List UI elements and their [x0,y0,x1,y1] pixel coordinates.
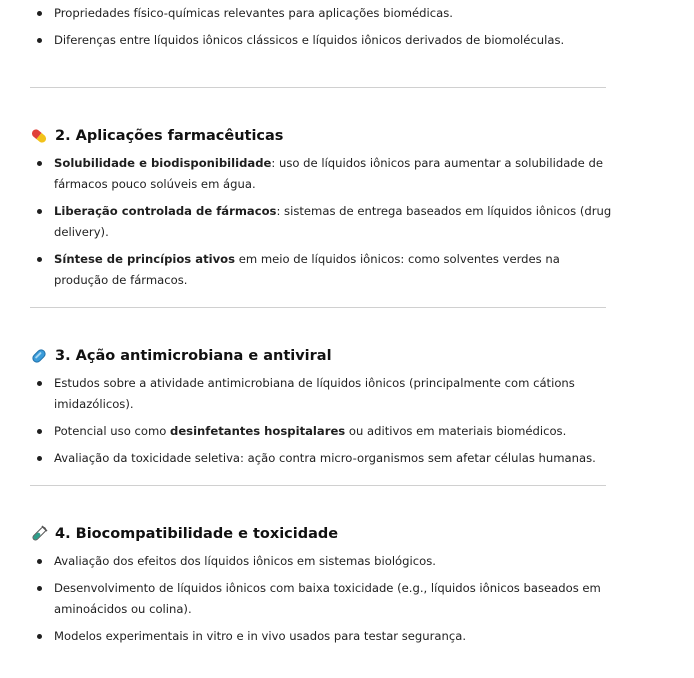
test-tube-icon [30,525,48,543]
section-pharma [0,126,694,297]
section-divider [30,87,606,88]
pill-icon [30,127,48,145]
list-item: Modelos experimentais in vitro e in vivo usados para testar segurança. [0,626,694,647]
pharma-list [0,153,694,291]
list-item: Propriedades físico-químicas relevantes para aplicações biomédicas. [0,3,694,24]
list-item: Síntese de princípios ativos em meio de líquidos iônicos: como solventes verdes na produção de fármacos. [0,249,694,291]
list-item: Diferenças entre líquidos iônicos clássicos e líquidos iônicos derivados de biomoléculas. [0,30,694,51]
section-divider [30,307,606,308]
section-heading [0,126,694,146]
section-biocompatibility [0,524,694,653]
list-item: Liberação controlada de fármacos: sistemas de entrega baseados em líquidos iônicos (drug delivery). [0,201,694,243]
list-item: Solubilidade e biodisponibilidade: uso de líquidos iônicos para aumentar a solubilidade de fármacos pouco solúveis em água. [0,153,694,195]
section-title: 2. Aplicações farmacêuticas [55,128,284,144]
intro-section [0,3,694,57]
intro-list [0,3,694,51]
list-item: Avaliação da toxicidade seletiva: ação contra micro-organismos sem afetar células humanas. [0,448,694,469]
section-heading [0,346,694,366]
list-item: Desenvolvimento de líquidos iônicos com baixa toxicidade (e.g., líquidos iônicos baseados em aminoácidos ou colina). [0,578,694,620]
section-heading [0,524,694,544]
list-item: Potencial uso como desinfetantes hospitalares ou aditivos em materiais biomédicos. [0,421,694,442]
section-antimicrobial [0,346,694,475]
section-title: 3. Ação antimicrobiana e antiviral [55,348,332,364]
section-title: 4. Biocompatibilidade e toxicidade [55,526,339,542]
section-divider [30,485,606,486]
list-item: Estudos sobre a atividade antimicrobiana de líquidos iônicos (principalmente com cátions imidazólicos). [0,373,694,415]
antimicrobial-list [0,373,694,469]
microbe-icon [30,347,48,365]
biocompatibility-list [0,551,694,647]
list-item: Avaliação dos efeitos dos líquidos iônicos em sistemas biológicos. [0,551,694,572]
